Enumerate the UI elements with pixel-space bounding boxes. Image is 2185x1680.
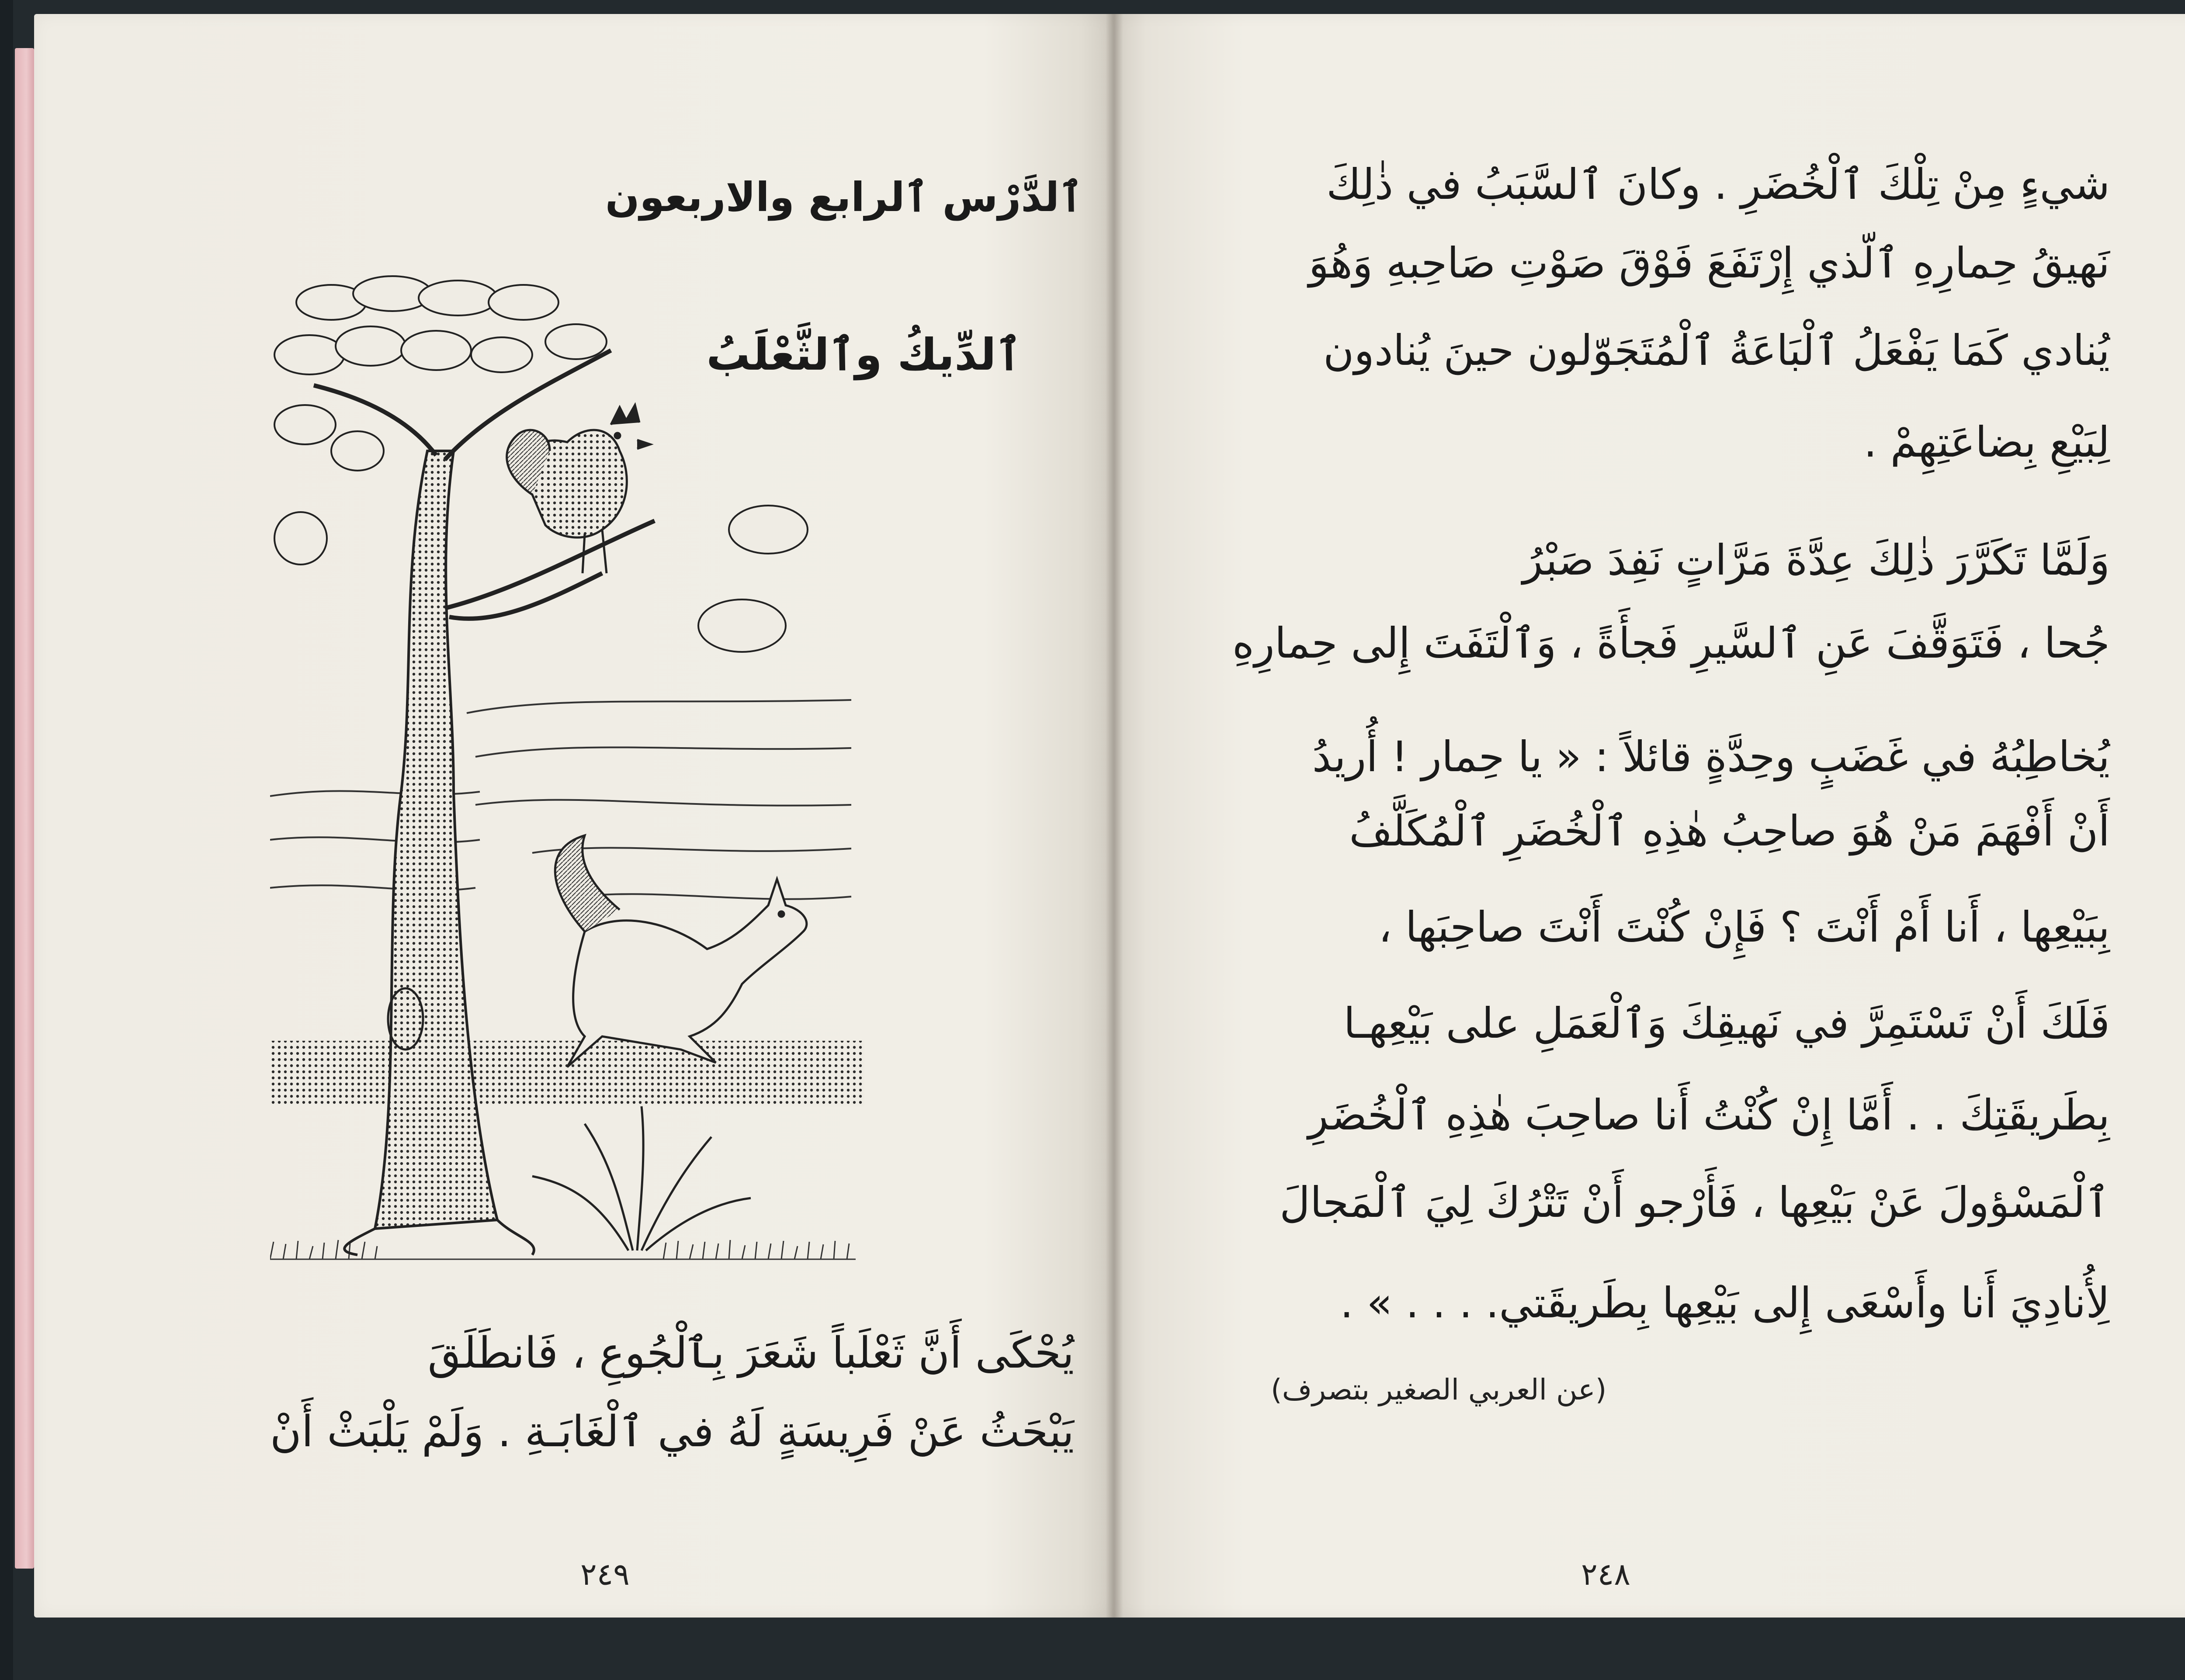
text-line: بِبَيْعِها ، أَنا أَمْ أَنْتَ ؟ فَإِنْ كُنْتَ أَنْتَ صاحِبَها ، [1378, 903, 2110, 952]
ground-band [270, 1041, 864, 1106]
rooster [507, 405, 650, 573]
text-line: ٱلْمَسْؤولَ عَنْ بَيْعِها ، فَأَرْجو أَنْ تَتْرُكَ لِيَ ٱلْمَجالَ [1280, 1178, 2110, 1227]
source-citation: (عن العربي الصغير بتصرف) [1271, 1373, 1607, 1406]
pink-cover-edge [15, 48, 34, 1569]
left-page [34, 14, 1113, 1618]
story-title: ٱلدِّيكُ وٱلثَّعْلَبُ [706, 329, 1022, 380]
story-text-line-2: يَبْحَثُ عَنْ فَرِيسَةٍ لَهُ في ٱلْغَابَـةِ . وَلَمْ يَلْبَثْ أَنْ [270, 1407, 1074, 1457]
grass [270, 1240, 856, 1259]
lesson-title: ٱلدَّرْس ٱلرابع والاربعون [605, 174, 1083, 221]
agave-plant [532, 1106, 751, 1250]
text-line: يُنادي كَمَا يَفْعَلُ ٱلْبَاعَةُ ٱلْمُتَجَوّلون حينَ يُنادون [1323, 326, 2110, 375]
rooster-fox-illustration [270, 267, 864, 1285]
text-line: يُخاطِبُهُ في غَضَبٍ وحِدَّةٍ قائلاً : « يا حِمار ! أُريدُ [1312, 732, 2110, 781]
text-line: بِطَريقَتِكَ . . أَمَّا إِنْ كُنْتُ أَنا صاحِبَ هٰذِهِ ٱلْخُضَرِ [1308, 1091, 2110, 1140]
text-line: نَهيقُ حِمارِهِ ٱلّذي إِرْتَفَعَ فَوْقَ صَوْتِ صَاحِبهِ وَهُوَ [1308, 239, 2110, 288]
text-line: لِأُنادِيَ أَنا وأَسْعَى إِلى بَيْعِها بِطَريقَتي. . . . » . [1340, 1278, 2110, 1327]
fox [555, 835, 807, 1067]
right-page [1113, 14, 2185, 1618]
text-line: أَنْ أَفْهَمَ مَنْ هُوَ صاحِبُ هٰذِهِ ٱلْخُضَرِ ٱلْمُكَلَّفُ [1349, 807, 2110, 856]
text-line: وَلَمَّا تَكَرَّرَ ذٰلِكَ عِدَّةَ مَرَّاتٍ نَفِدَ صَبْرُ [1523, 536, 2110, 585]
page-number-left: ٢٤٩ [580, 1556, 630, 1592]
text-line: شيءٍ مِنْ تِلْكَ ٱلْخُضَرِ . وكانَ ٱلسَّبَبُ في ذٰلِكَ [1326, 160, 2110, 209]
book-gutter [1106, 14, 1123, 1618]
text-line: فَلَكَ أَنْ تَسْتَمِرَّ في نَهيقِكَ وَٱلْعَمَلِ على بَيْعِهـا [1343, 999, 2110, 1048]
text-line: لِبَيْعِ بِضاعَتِهِمْ . [1863, 418, 2110, 467]
text-line: جُحا ، فَتَوَقَّفَ عَنِ ٱلسَّيرِ فَجأَةً ، وَٱلْتَفَتَ إِلى حِمارِهِ [1232, 619, 2110, 668]
story-text-line-1: يُحْكَى أَنَّ ثَعْلَباً شَعَرَ بِٱلْجُوعِ ، فَانطَلَقَ [427, 1328, 1074, 1378]
page-number-right: ٢٤٨ [1581, 1556, 1630, 1592]
